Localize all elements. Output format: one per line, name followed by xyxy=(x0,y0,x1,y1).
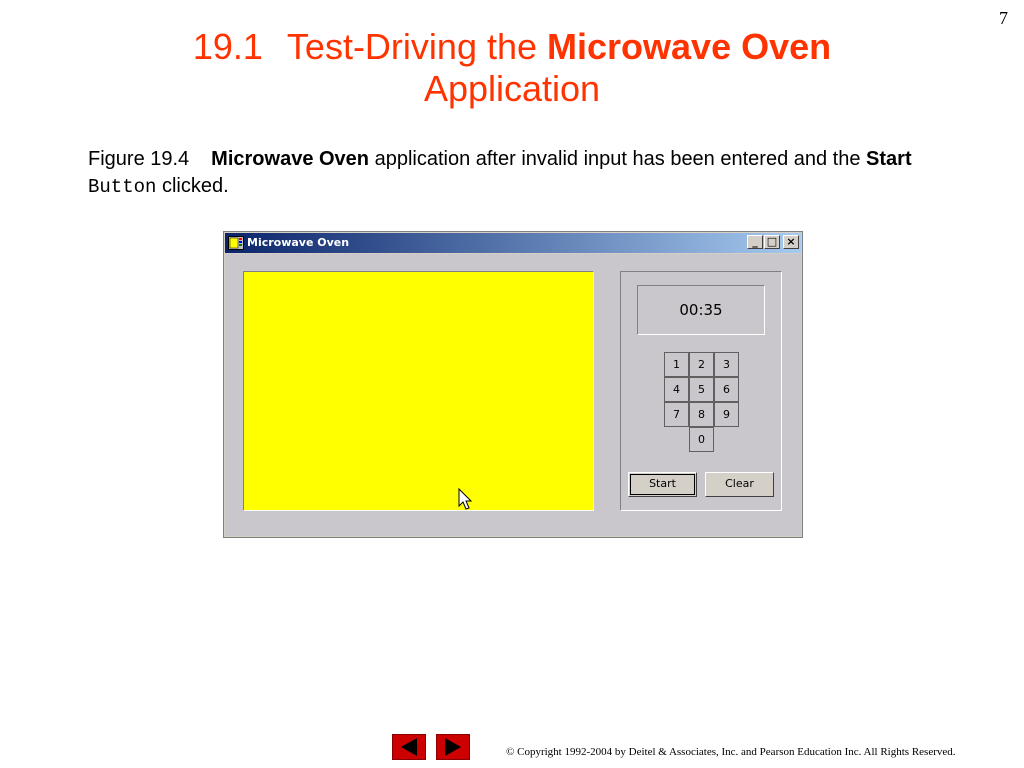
caption-text-2: clicked. xyxy=(156,175,229,197)
title-app-name: Microwave Oven xyxy=(547,26,832,67)
start-button[interactable]: Start xyxy=(628,472,697,497)
control-panel xyxy=(620,271,782,511)
keypad-button-3[interactable]: 3 xyxy=(714,352,739,377)
caption-app-name: Microwave Oven xyxy=(211,148,370,170)
keypad-button-7[interactable]: 7 xyxy=(664,402,689,427)
slide-title xyxy=(0,26,1024,110)
figure-caption xyxy=(88,146,948,200)
time-display: 00:35 xyxy=(637,285,765,335)
title-number: 19.1 xyxy=(192,26,263,67)
window-title: Microwave Oven xyxy=(247,236,350,249)
keypad-button-5[interactable]: 5 xyxy=(689,377,714,402)
caption-start: Start xyxy=(866,148,912,170)
minimize-button[interactable]: _ xyxy=(747,235,763,249)
copyright-notice: © Copyright 1992-2004 by Deitel & Associates, Inc. and Pearson Education Inc. All Rights Reserved. xyxy=(506,746,956,758)
microwave-window xyxy=(223,231,803,538)
previous-slide-button[interactable] xyxy=(392,734,426,760)
title-prefix: Test-Driving the xyxy=(286,26,548,67)
food-panel xyxy=(243,271,594,511)
keypad-button-9[interactable]: 9 xyxy=(714,402,739,427)
caption-button-mono: Button xyxy=(88,176,157,198)
window-titlebar[interactable] xyxy=(225,233,801,253)
keypad-button-2[interactable]: 2 xyxy=(689,352,714,377)
microwave-app-icon xyxy=(228,235,244,251)
maximize-button[interactable]: □ xyxy=(764,235,780,249)
next-slide-icon xyxy=(437,735,469,759)
keypad-button-0[interactable]: 0 xyxy=(689,427,714,452)
window-client-area xyxy=(225,254,801,536)
keypad-button-6[interactable]: 6 xyxy=(714,377,739,402)
close-button[interactable]: × xyxy=(783,235,799,249)
title-suffix: Application xyxy=(423,68,601,109)
figure-label: Figure 19.4 xyxy=(88,148,190,170)
clear-button[interactable]: Clear xyxy=(705,472,774,497)
keypad-button-4[interactable]: 4 xyxy=(664,377,689,402)
keypad-button-1[interactable]: 1 xyxy=(664,352,689,377)
page-number: 7 xyxy=(999,8,1008,28)
caption-text-1: application after invalid input has been entered and the xyxy=(369,148,867,170)
previous-slide-icon xyxy=(393,735,425,759)
mouse-pointer-icon xyxy=(458,488,474,512)
keypad-button-8[interactable]: 8 xyxy=(689,402,714,427)
next-slide-button[interactable] xyxy=(436,734,470,760)
